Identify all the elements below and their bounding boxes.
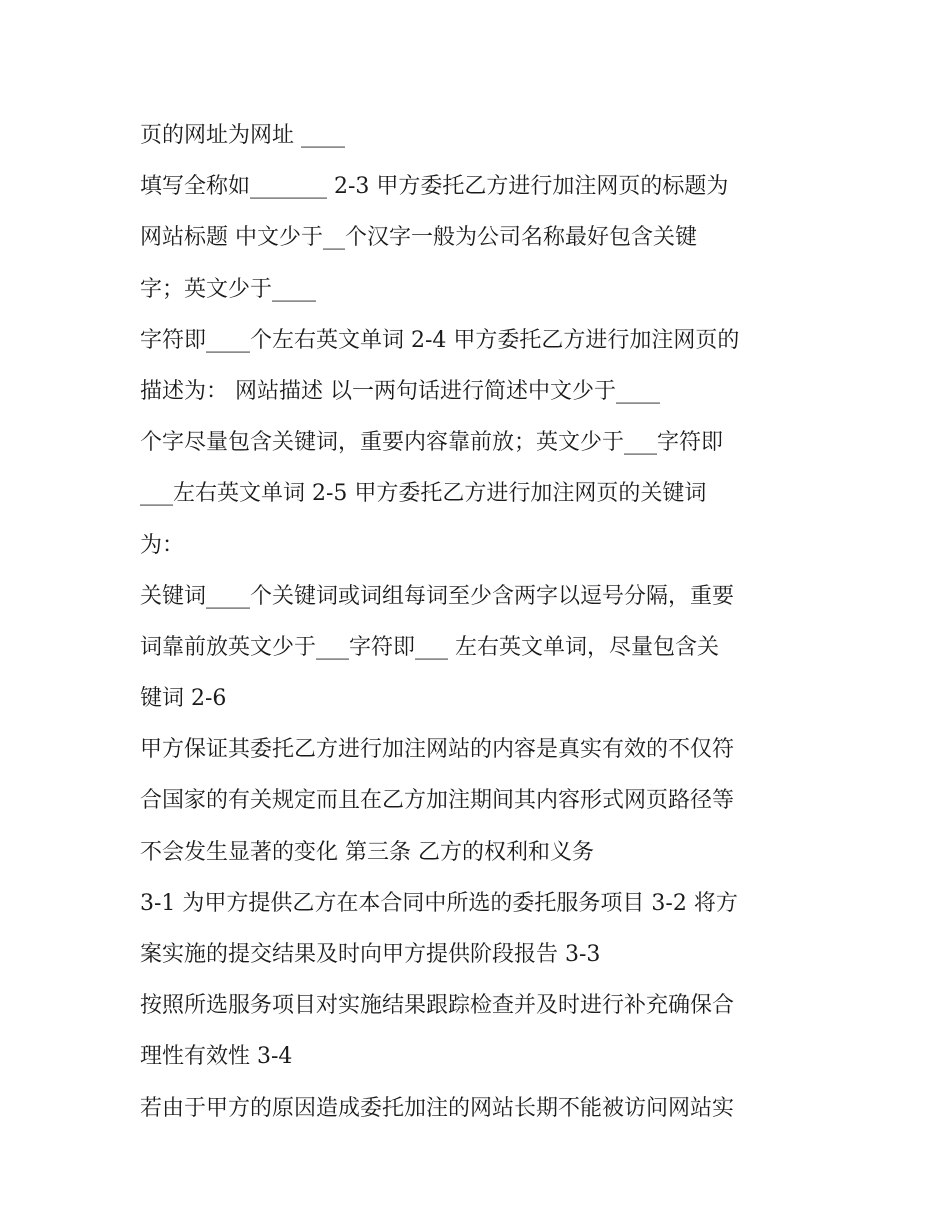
text-line: 按照所选服务项目对实施结果跟踪检查并及时进行补充确保合: [140, 993, 735, 1019]
document-body: [140, 110, 830, 1134]
text-line: 为：: [140, 532, 185, 558]
text-line: 若由于甲方的原因造成委托加注的网站长期不能被访问网站实: [140, 1095, 735, 1121]
text-line: 填写全称如_______ 2-3 甲方委托乙方进行加注网页的标题为: [140, 174, 729, 200]
text-line: 字；英文少于____: [140, 276, 317, 302]
text-line: 关键词____个关键词或词组每词至少含两字以逗号分隔，重要: [140, 583, 735, 609]
text-line: ___左右英文单词 2-5 甲方委托乙方进行加注网页的关键词: [140, 481, 707, 507]
text-line: 合国家的有关规定而且在乙方加注期间其内容形式网页路径等: [140, 788, 735, 814]
text-line: 个字尽量包含关键词，重要内容靠前放；英文少于___字符即: [140, 430, 724, 456]
text-line: 甲方保证其委托乙方进行加注网站的内容是真实有效的不仅符: [140, 737, 735, 763]
text-line: 不会发生显著的变化 第三条 乙方的权利和义务: [140, 839, 594, 865]
text-line: 案实施的提交结果及时向甲方提供阶段报告 3-3: [140, 942, 601, 967]
text-line: 字符即____个左右英文单词 2-4 甲方委托乙方进行加注网页的: [140, 327, 740, 353]
text-line: 理性有效性 3-4: [140, 1044, 293, 1070]
text-line: 3-1 为甲方提供乙方在本合同中所选的委托服务项目 3-2 将方: [140, 890, 738, 916]
text-line: 描述为： 网站描述 以一两句话进行简述中文少于____: [140, 378, 660, 404]
text-line: 键词 2-6: [140, 686, 227, 712]
text-line: 页的网址为网址 ____: [140, 123, 345, 148]
text-line: 词靠前放英文少于___字符即___ 左右英文单词，尽量包含关: [140, 634, 719, 660]
text-line: 网站标题 中文少于__个汉字一般为公司名称最好包含关键: [140, 225, 697, 251]
